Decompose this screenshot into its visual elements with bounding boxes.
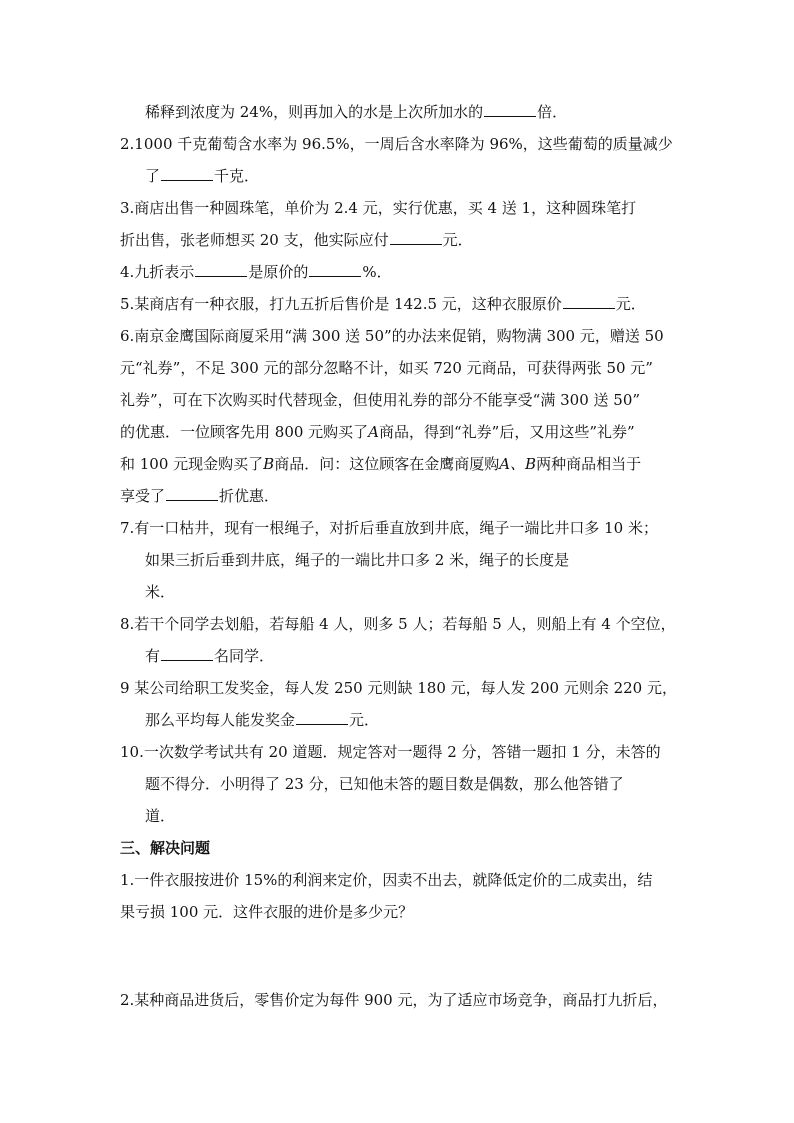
text-line: 享受了 折优惠． bbox=[120, 487, 280, 505]
answer-blank[interactable] bbox=[296, 710, 348, 725]
answer-blank[interactable] bbox=[161, 166, 213, 181]
text-line: 那么平均每人能发奖金 元． bbox=[145, 711, 380, 729]
answer-blank[interactable] bbox=[484, 102, 536, 117]
text-line: 有 名同学． bbox=[145, 647, 275, 665]
question-5: 5.某商店有一种衣服，打九五折后售价是 142.5 元，这种衣服原价 元． bbox=[120, 295, 646, 313]
text-line: 道． bbox=[145, 807, 176, 825]
answer-blank[interactable] bbox=[195, 262, 247, 277]
text-line: 果亏损 100 元．这件衣服的进价是多少元？ bbox=[120, 903, 414, 921]
text-line: 和 100 元现金购买了B商品．问：这位顾客在金鹰商厦购A、B两种商品相当于 bbox=[120, 455, 642, 473]
text-line: 折出售，张老师想买 20 支，他实际应付 元． bbox=[120, 231, 473, 249]
question-6: 6.南京金鹰国际商厦采用“满 300 送 50”的办法来促销，购物满 300 元，赠送 50 bbox=[120, 327, 664, 345]
answer-blank[interactable] bbox=[161, 646, 213, 661]
question-2: 2.1000 千克葡萄含水率为 96.5%，一周后含水率降为 96%，这些葡萄的质量减少 bbox=[120, 135, 673, 153]
question-7: 7.有一口枯井，现有一根绳子，对折后垂直放到井底，绳子一端比井口多 10 米； bbox=[120, 519, 658, 537]
answer-blank[interactable] bbox=[309, 262, 361, 277]
section-heading: 三、解决问题 bbox=[120, 839, 211, 857]
question-10: 10.一次数学考试共有 20 道题．规定答对一题得 2 分，答错一题扣 1 分，未答的 bbox=[120, 743, 661, 761]
question-3: 3.商店出售一种圆珠笔，单价为 2.4 元，实行优惠，买 4 送 1，这种圆珠笔打 bbox=[120, 199, 637, 217]
text-line: 元“礼券”，不足 300 元的部分忽略不计，如买 720 元商品，可获得两张 50 元” bbox=[120, 359, 653, 377]
problem-2: 2.某种商品进货后，零售价定为每件 900 元，为了适应市场竞争，商品打九折后， bbox=[120, 991, 668, 1009]
text-line: 的优惠．一位顾客先用 800 元购买了A商品，得到“礼券”后，又用这些”礼券” bbox=[120, 423, 635, 441]
text-line: 题不得分．小明得了 23 分，已知他未答的题目数是偶数，那么他答错了 bbox=[145, 775, 624, 793]
answer-blank[interactable] bbox=[563, 294, 615, 309]
problem-1: 1.一件衣服按进价 15%的利润来定价，因卖不出去，就降低定价的二成卖出，结 bbox=[120, 871, 653, 889]
text-line: 了 千克． bbox=[145, 167, 260, 185]
answer-blank[interactable] bbox=[166, 486, 218, 501]
text-line: 稀释到浓度为 24%，则再加入的水是上次所加水的 倍． bbox=[145, 103, 568, 121]
text-line: 礼券”，可在下次购买时代替现金，但使用礼券的部分不能享受“满 300 送 50” bbox=[120, 391, 641, 409]
text-line: 米． bbox=[145, 583, 176, 601]
answer-blank[interactable] bbox=[390, 230, 442, 245]
question-9: 9 某公司给职工发奖金，每人发 250 元则缺 180 元，每人发 200 元则余 220 元， bbox=[120, 679, 677, 697]
question-4: 4.九折表示 是原价的 %． bbox=[120, 263, 392, 281]
question-8: 8.若干个同学去划船，若每船 4 人，则多 5 人；若每船 5 人，则船上有 4 个空位， bbox=[120, 615, 676, 633]
text-line: 如果三折后垂到井底，绳子的一端比井口多 2 米，绳子的长度是 bbox=[145, 551, 570, 569]
